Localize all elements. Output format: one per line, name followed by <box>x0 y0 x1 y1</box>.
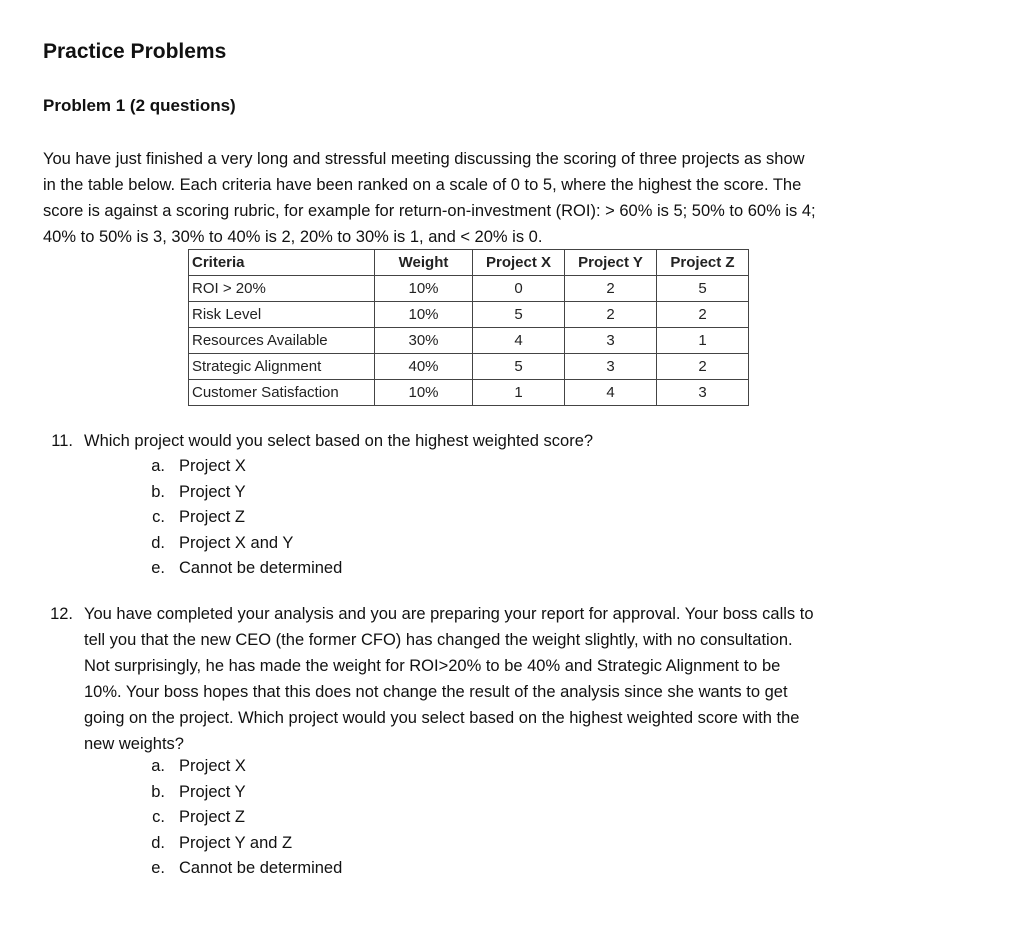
table-header-cell: Project Z <box>657 250 749 276</box>
table-cell: 3 <box>565 328 657 354</box>
table-row <box>189 276 749 302</box>
table-cell: 5 <box>657 276 749 302</box>
table-cell: Risk Level <box>189 302 375 328</box>
table-cell: Resources Available <box>189 328 375 354</box>
table-cell: 40% <box>375 354 473 380</box>
option-text: Cannot be determined <box>179 859 343 877</box>
question-11 <box>43 428 963 577</box>
table-cell: 2 <box>657 302 749 328</box>
option-letter: d. <box>151 533 165 552</box>
table-header-row <box>189 250 749 276</box>
table-cell: ROI > 20% <box>189 276 375 302</box>
question-number: 12. <box>50 605 73 623</box>
option-text: Project Y and Z <box>179 833 293 852</box>
table-cell: 5 <box>473 302 565 328</box>
option-text: Project Y <box>179 482 246 501</box>
table-cell: 5 <box>473 354 565 380</box>
table-header-cell: Project Y <box>565 250 657 276</box>
intro-line: You have just finished a very long and stressful meeting discussing the scoring of three projects as show <box>43 150 805 168</box>
option-text: Project Z <box>179 508 246 526</box>
table-cell: Customer Satisfaction <box>189 380 375 406</box>
table-row <box>189 328 749 354</box>
table-header-cell: Project X <box>473 250 565 276</box>
table-cell: 10% <box>375 302 473 328</box>
question-line: new weights? <box>84 735 184 753</box>
table-cell: 0 <box>473 276 565 302</box>
option-letter: e. <box>151 859 165 877</box>
option-letter: c. <box>152 808 165 826</box>
table-cell: 30% <box>375 328 473 354</box>
table-cell: Strategic Alignment <box>189 354 375 380</box>
option-letter: d. <box>151 833 165 852</box>
question-line: 10%. Your boss hopes that this does not change the result of the analysis since she wants to get <box>84 683 788 701</box>
intro-line: in the table below. Each criteria have been ranked on a scale of 0 to 5, where the highest the score. The <box>43 176 802 194</box>
question-text <box>84 601 963 757</box>
option-text: Project X <box>179 757 246 775</box>
table-cell: 4 <box>473 328 565 354</box>
question-line: Not surprisingly, he has made the weight for ROI>20% to be 40% and Strategic Alignment to be <box>84 657 781 675</box>
option-text: Project X and Y <box>179 533 294 552</box>
table-row <box>189 380 749 406</box>
option-letter: e. <box>151 559 165 577</box>
table-cell: 10% <box>375 276 473 302</box>
option-text: Project Y <box>179 782 246 801</box>
question-number: 11. <box>51 432 73 450</box>
problem-heading: Problem 1 (2 questions) <box>43 96 236 115</box>
table-cell: 1 <box>657 328 749 354</box>
table-cell: 3 <box>565 354 657 380</box>
question-text <box>84 428 963 454</box>
option-letter: b. <box>151 482 165 501</box>
table-cell: 2 <box>657 354 749 380</box>
table-cell: 2 <box>565 302 657 328</box>
table-cell: 4 <box>565 380 657 406</box>
intro-paragraph <box>43 146 963 250</box>
option-text: Cannot be determined <box>179 559 343 577</box>
option-letter: a. <box>151 457 165 475</box>
question-line: Which project would you select based on the highest weighted score? <box>84 432 594 450</box>
table-header-cell: Weight <box>375 250 473 276</box>
table-cell: 1 <box>473 380 565 406</box>
question-line: going on the project. Which project would you select based on the highest weighted score with the <box>84 709 800 727</box>
option-text: Project X <box>179 457 246 475</box>
question-line: You have completed your analysis and you are preparing your report for approval. Your boss calls to <box>84 605 814 623</box>
page-title: Practice Problems <box>43 40 227 63</box>
option-letter: c. <box>152 508 165 526</box>
option-letter: b. <box>151 782 165 801</box>
option-text: Project Z <box>179 808 246 826</box>
table-header-cell: Criteria <box>189 250 375 276</box>
table-cell: 3 <box>657 380 749 406</box>
scoring-table <box>188 249 749 406</box>
intro-line: score is against a scoring rubric, for example for return-on-investment (ROI): > 60% is 5; 50% to 60% is 4; <box>43 202 816 220</box>
table-cell: 10% <box>375 380 473 406</box>
intro-line: 40% to 50% is 3, 30% to 40% is 2, 20% to 30% is 1, and < 20% is 0. <box>43 228 543 246</box>
question-12 <box>43 601 963 877</box>
question-line: tell you that the new CEO (the former CFO) has changed the weight slightly, with no consultation. <box>84 631 793 649</box>
table-row <box>189 354 749 380</box>
option-letter: a. <box>151 757 165 775</box>
table-cell: 2 <box>565 276 657 302</box>
table-row <box>189 302 749 328</box>
